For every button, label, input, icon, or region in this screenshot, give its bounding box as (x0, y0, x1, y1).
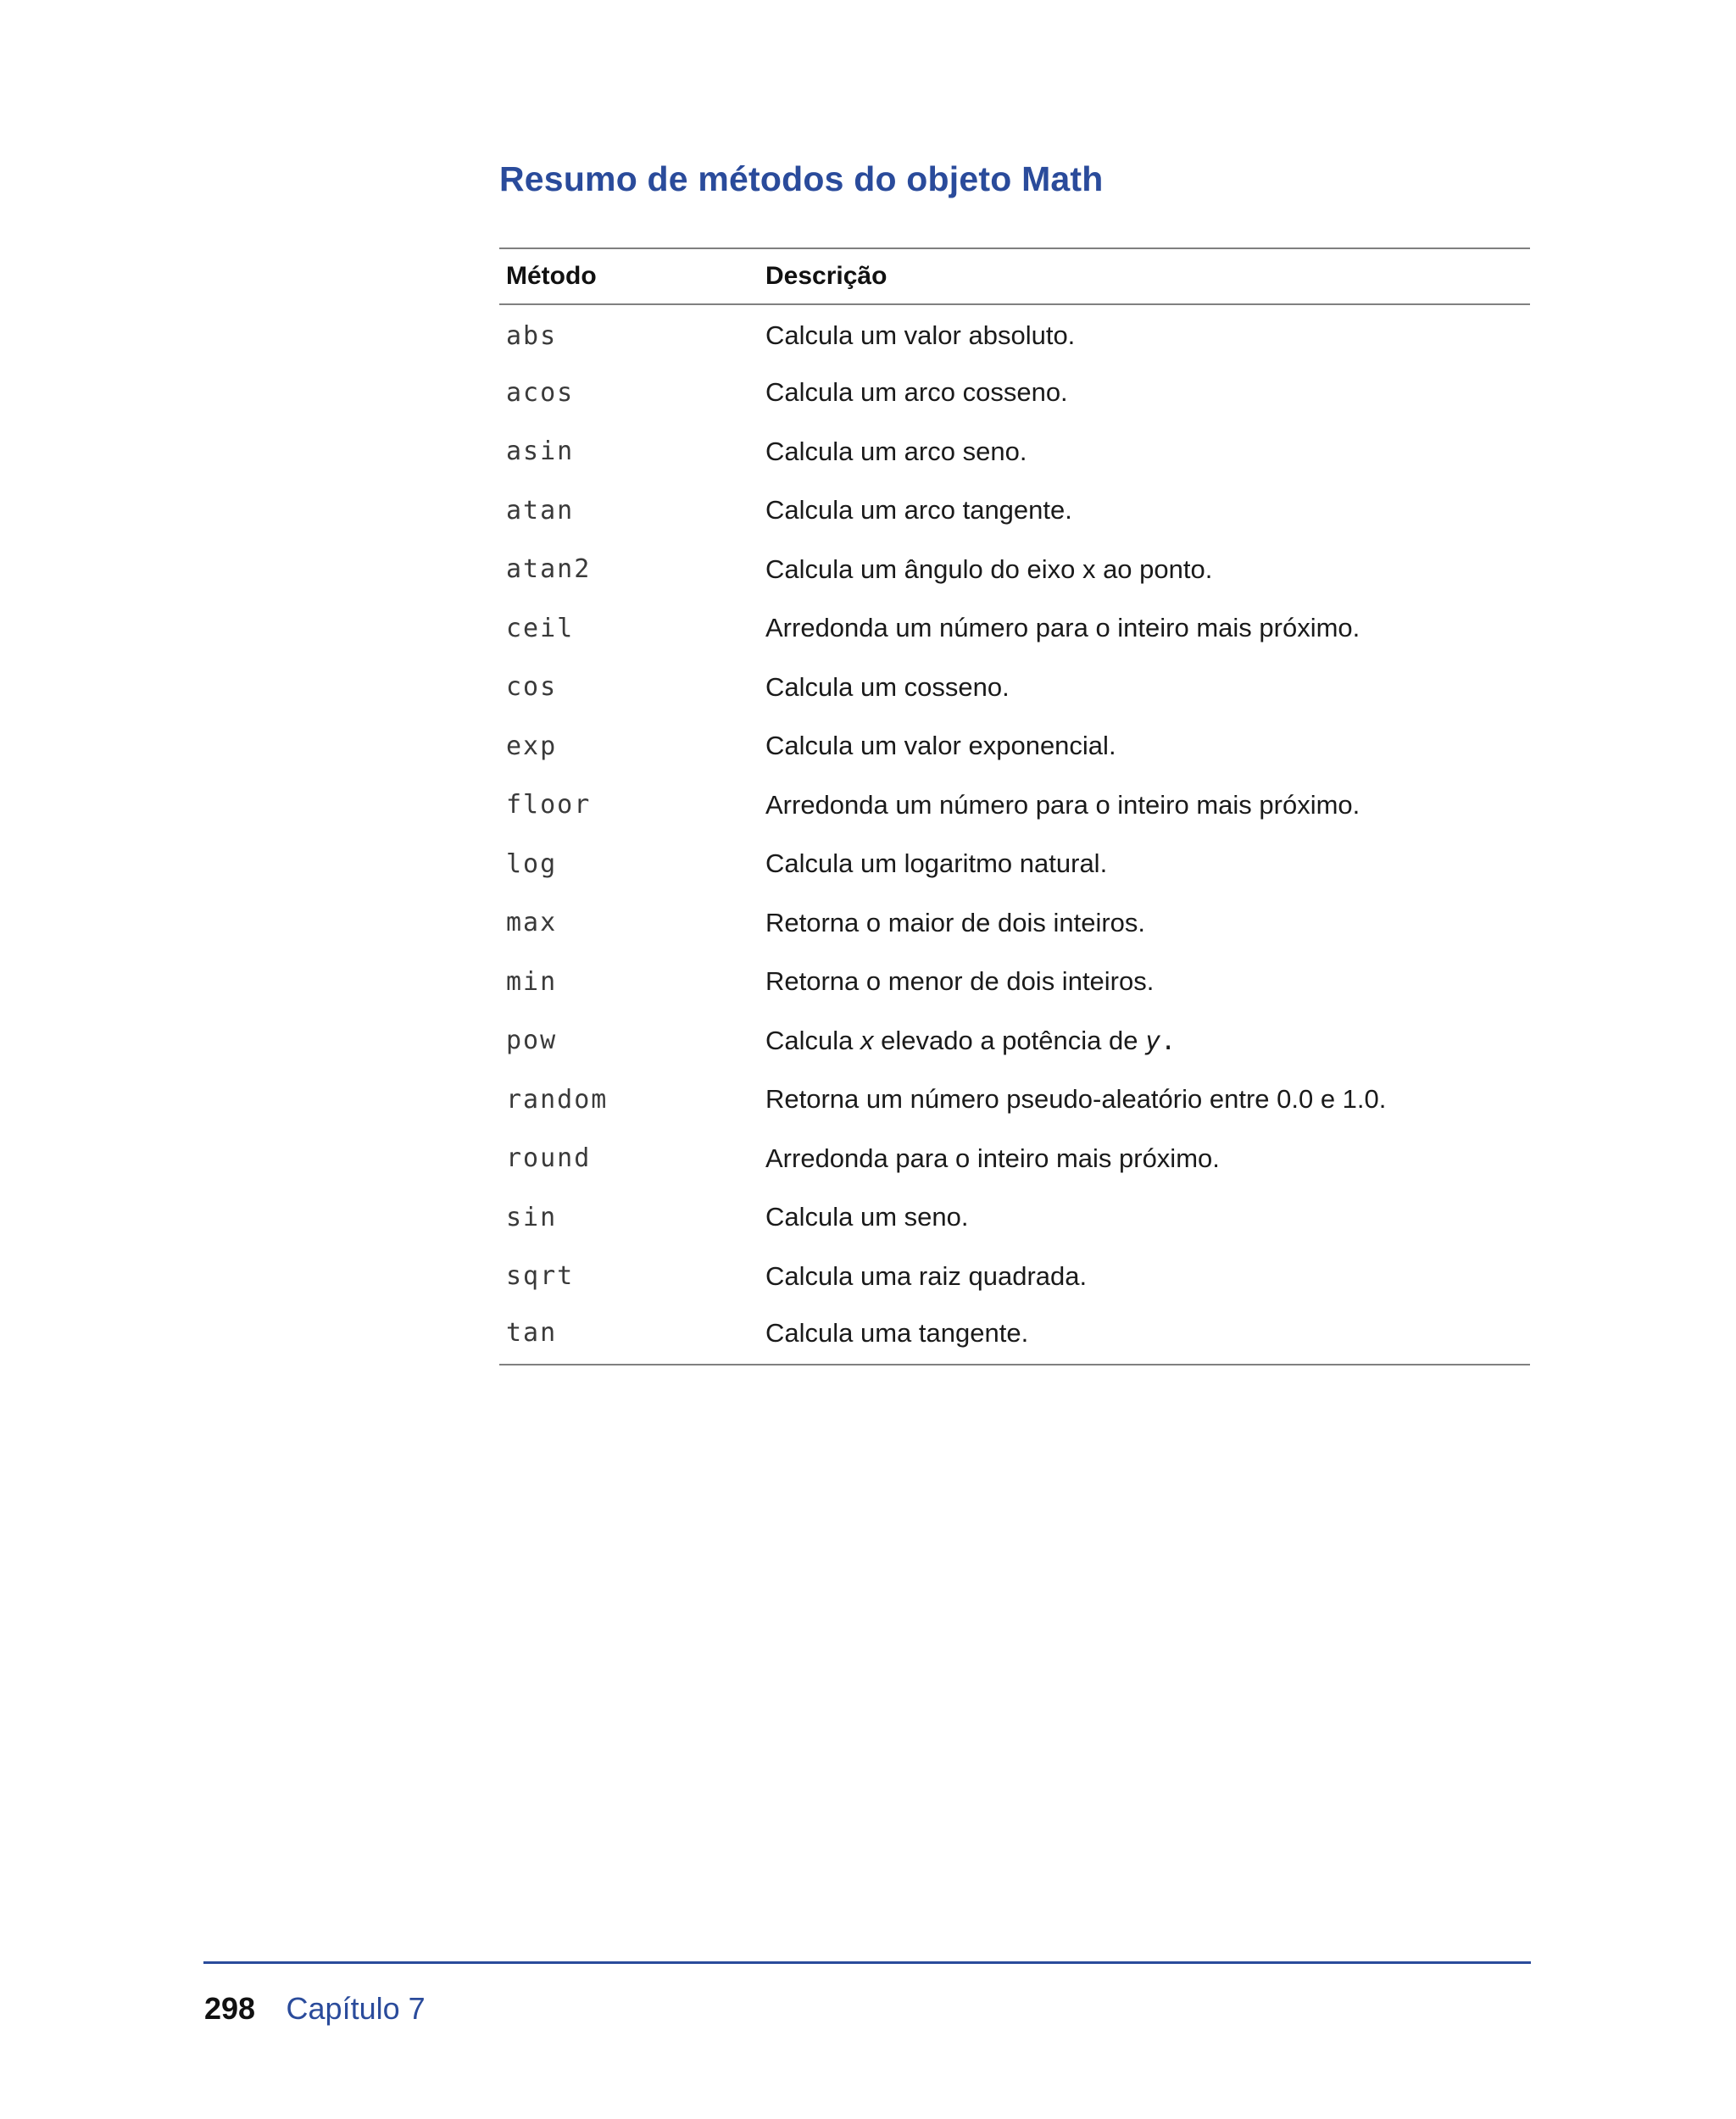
table-row (499, 835, 1530, 894)
method-name: max (506, 908, 558, 938)
table-row (499, 1071, 1530, 1130)
table-row (499, 953, 1530, 1012)
page-footer (204, 1991, 426, 2027)
method-name: pow (506, 1026, 558, 1056)
method-description: Calcula um valor absoluto. (765, 320, 1076, 351)
table-row (499, 1188, 1530, 1248)
table-row (499, 304, 1530, 364)
table-row (499, 658, 1530, 717)
method-description (759, 1011, 1530, 1071)
table-row (499, 481, 1530, 541)
method-description: Calcula uma tangente. (765, 1317, 1029, 1348)
method-name: abs (506, 320, 558, 351)
column-header-description: Descrição (765, 262, 887, 290)
table-row (499, 1306, 1530, 1365)
method-name: min (506, 966, 558, 997)
chapter-label: Capítulo 7 (286, 1991, 426, 2026)
method-description: Calcula um logaritmo natural. (765, 848, 1108, 879)
table-row (499, 893, 1530, 953)
method-name: random (506, 1084, 609, 1115)
method-description: Calcula uma raiz quadrada. (765, 1260, 1088, 1291)
method-name: sin (506, 1202, 558, 1232)
table-header (499, 248, 1530, 304)
variable-x: x (860, 1025, 874, 1055)
method-description: Calcula um valor exponencial. (765, 731, 1116, 761)
method-description: Arredonda para o inteiro mais próximo. (765, 1143, 1220, 1173)
footer-divider (203, 1961, 1531, 1964)
variable-y: y (1145, 1026, 1161, 1056)
method-name: acos (506, 377, 575, 408)
method-name: sqrt (506, 1261, 575, 1292)
description-text: Calcula (765, 1025, 860, 1055)
method-name: log (506, 848, 558, 879)
description-period: . (1160, 1026, 1177, 1056)
method-description: Calcula um ângulo do eixo x ao ponto. (765, 553, 1213, 584)
table-row (499, 1011, 1530, 1071)
method-description: Calcula um arco cosseno. (765, 377, 1068, 408)
table-header-row (499, 248, 1530, 304)
method-description: Retorna um número pseudo-aleatório entre 0.0 e 1.0. (765, 1084, 1387, 1115)
column-header-method: Método (506, 262, 597, 290)
method-description: Calcula um arco tangente. (765, 495, 1072, 526)
table-row (499, 1129, 1530, 1188)
method-description: Retorna o menor de dois inteiros. (765, 966, 1155, 997)
table-row (499, 540, 1530, 599)
method-description: Arredonda um número para o inteiro mais próximo. (765, 789, 1360, 820)
method-name: floor (506, 790, 592, 820)
page-number: 298 (204, 1991, 256, 2026)
method-name: exp (506, 731, 558, 761)
table-row (499, 776, 1530, 835)
method-description: Calcula um arco seno. (765, 436, 1027, 466)
table-body (499, 304, 1530, 1365)
method-description: Retorna o maior de dois inteiros. (765, 907, 1146, 937)
table-row (499, 717, 1530, 776)
method-description: Calcula um seno. (765, 1202, 969, 1232)
method-name: asin (506, 437, 575, 467)
method-name: atan (506, 495, 575, 526)
method-description: Calcula um cosseno. (765, 671, 1010, 702)
table-row (499, 599, 1530, 659)
method-name: round (506, 1143, 592, 1174)
page-title: Resumo de métodos do objeto Math (499, 159, 1104, 198)
methods-table (499, 247, 1530, 1365)
description-text: elevado a potência de (873, 1025, 1146, 1055)
table-row (499, 1247, 1530, 1306)
method-name: tan (506, 1318, 558, 1349)
method-name: cos (506, 672, 558, 703)
table-row (499, 364, 1530, 423)
table-row (499, 422, 1530, 481)
method-name: atan2 (506, 554, 592, 585)
method-name: ceil (506, 613, 575, 643)
method-description: Arredonda um número para o inteiro mais próximo. (765, 613, 1360, 643)
